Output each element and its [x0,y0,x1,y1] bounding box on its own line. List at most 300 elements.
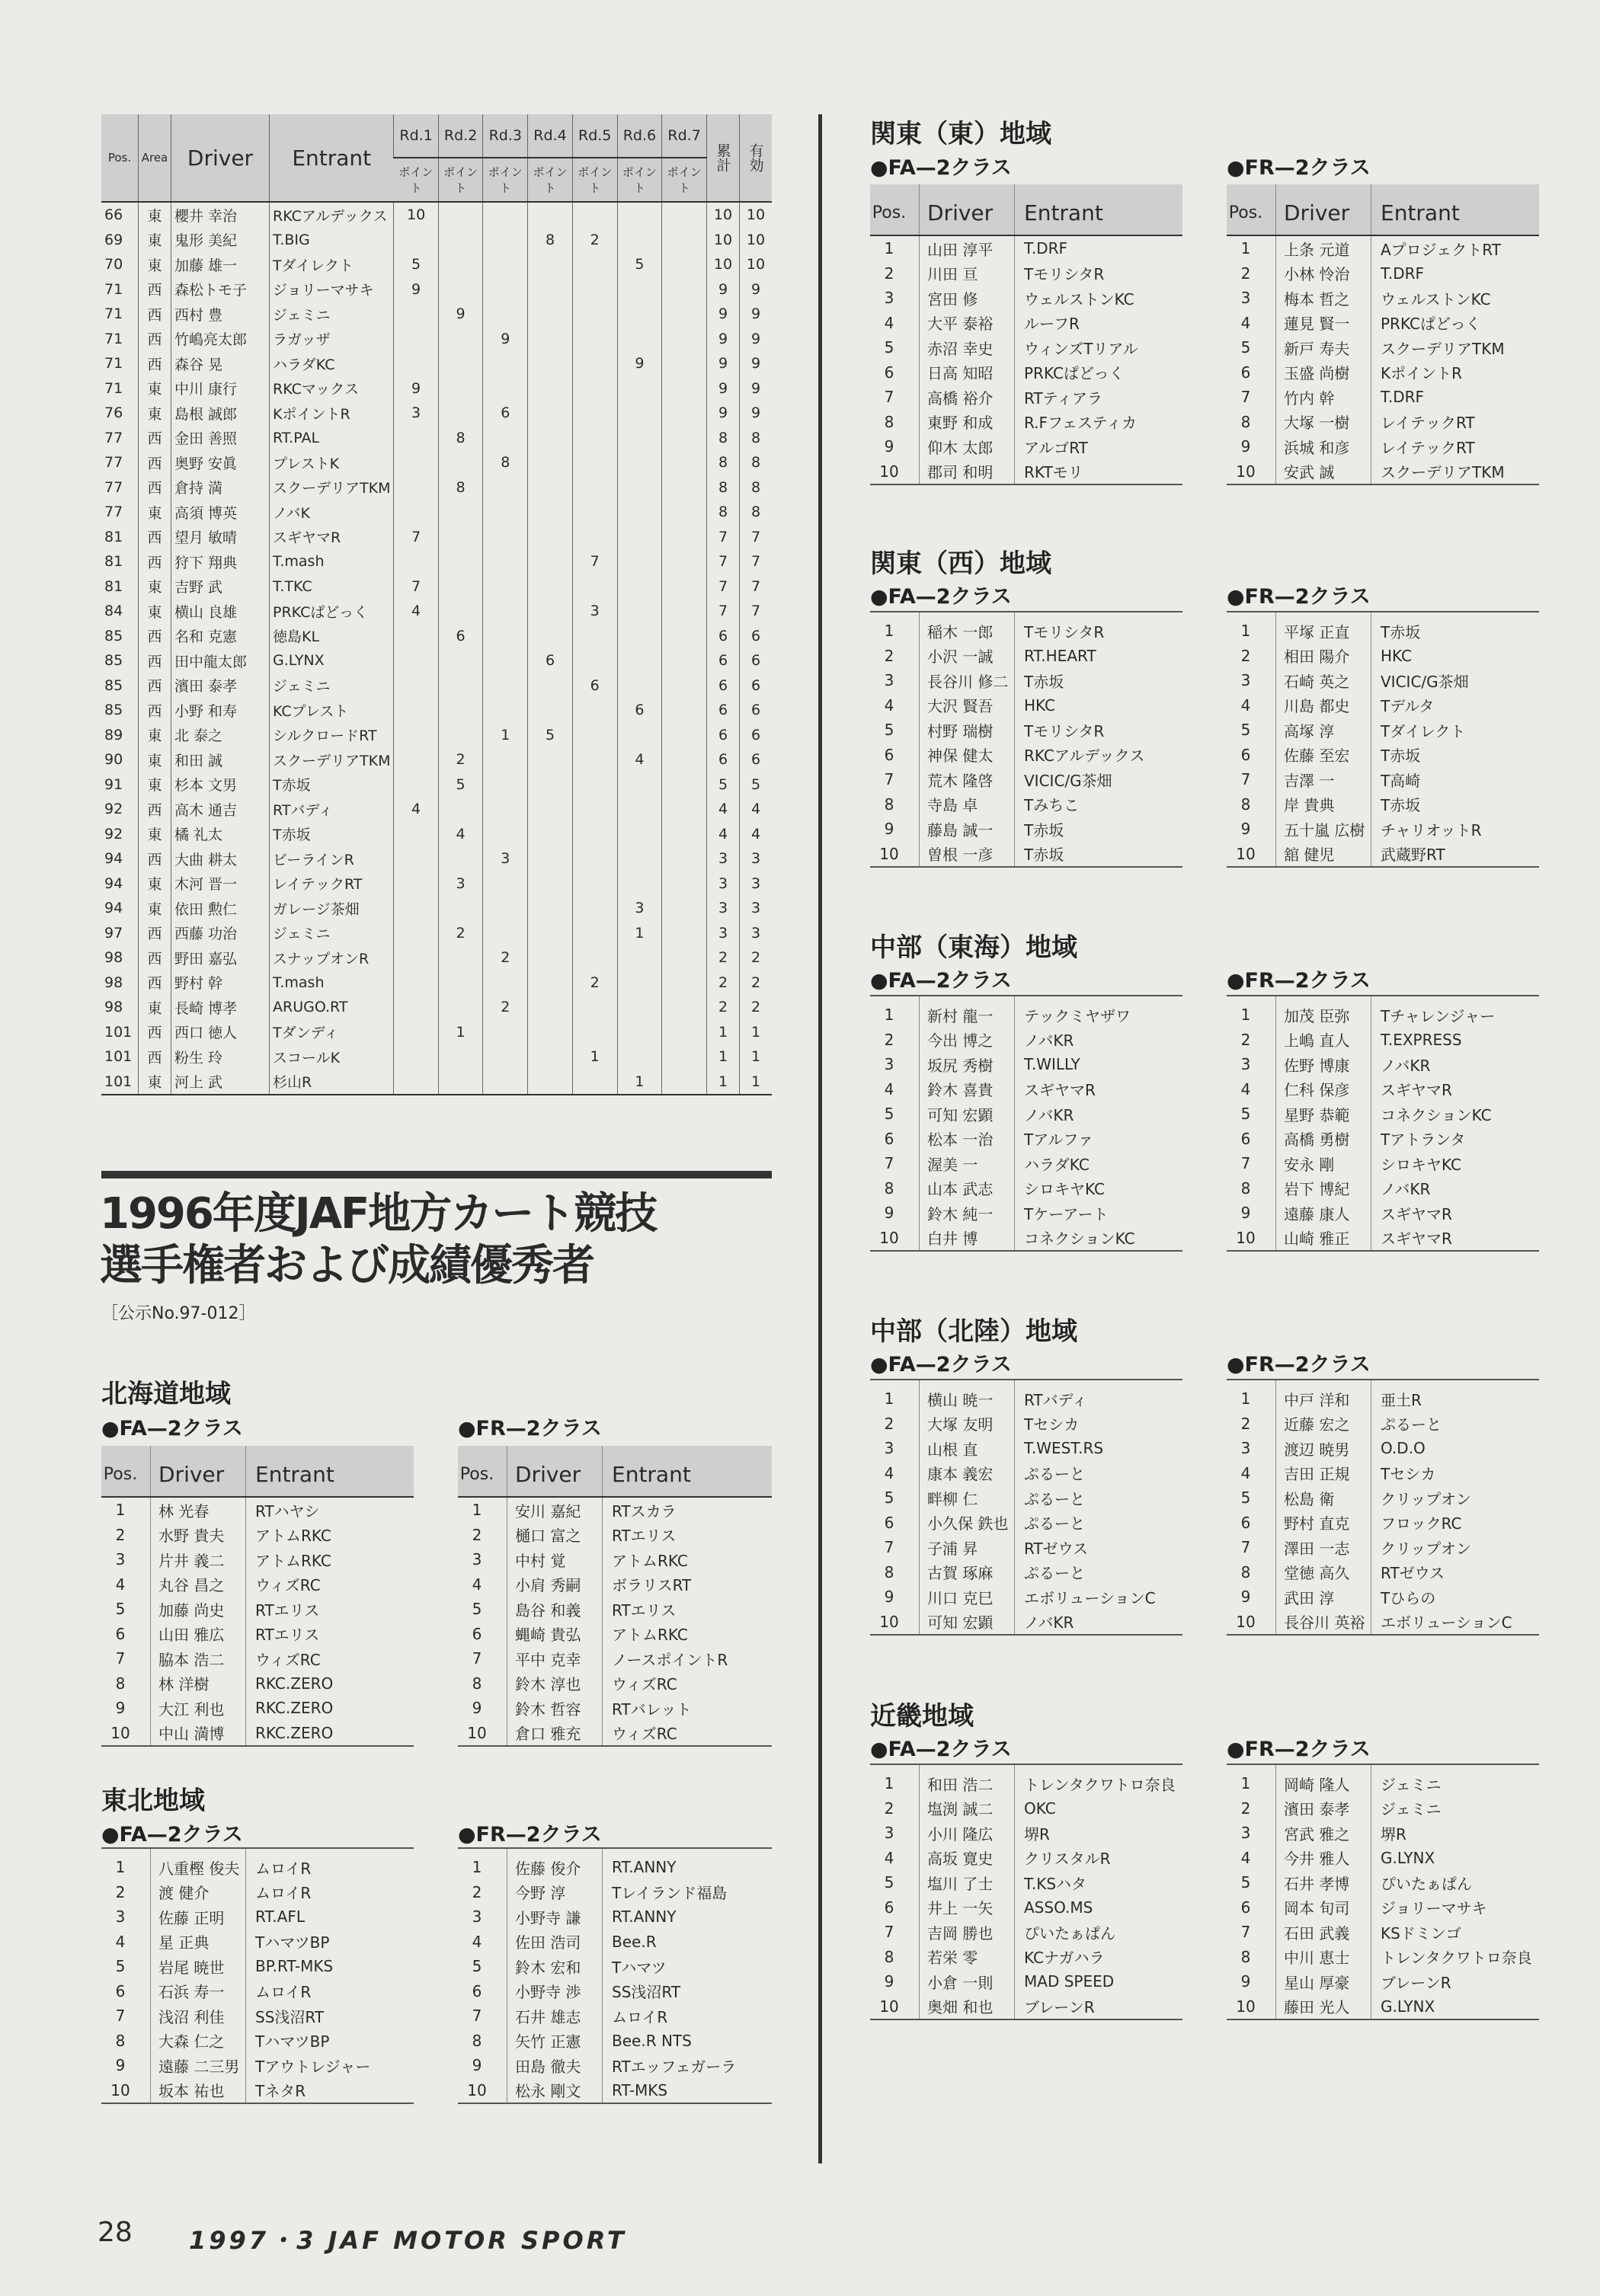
cell-rd5 [572,277,617,302]
col-rd3: Rd.3 [483,114,528,158]
position: 7 [1240,1923,1251,1942]
cell-pos: 90 [104,751,123,769]
entrant-name: Tセシカ [1371,1461,1540,1486]
entrant-name: Tみちこ [1015,792,1183,817]
cell-rd7 [662,302,707,327]
cell-driver: 名和 克憲 [171,624,270,649]
cell-valid: 1 [740,1070,773,1095]
cell-area: 西 [139,624,171,649]
cell-pos: 69 [104,231,123,248]
col-points-label: ポイント [483,158,528,202]
position: 10 [458,1721,507,1747]
driver-name: 中戸 洋和 [1276,1380,1371,1412]
driver-name: 新戸 寿夫 [1276,335,1371,360]
cell-rd7 [662,376,707,401]
cell-rd5 [572,896,617,921]
position: 9 [884,437,894,456]
entrant-name: BP.RT-MKS [246,1954,414,1979]
cell-area: 東 [139,500,171,525]
entrant-name: OKC [1015,1796,1183,1821]
hokkaido-fr2-label: ●FR—2クラス [458,1417,602,1441]
cell-total: 1 [707,1044,740,1070]
table-row [1227,1151,1539,1176]
entrant-name: コネクションKC [1015,1226,1183,1252]
cell-rd2 [438,252,483,277]
cell-total: 7 [707,599,740,624]
cell-area: 東 [139,574,171,600]
table-row [1227,1511,1539,1536]
table-row [1227,767,1539,792]
position: 2 [1240,264,1251,283]
driver-name: 玉盛 尚樹 [1276,360,1371,385]
cell-valid: 2 [740,995,773,1020]
cell-rd5 [572,500,617,525]
cell-rd4 [528,797,573,822]
cell-driver: 高須 博英 [171,500,270,525]
cell-entrant: スクーデリアTKM [270,475,394,500]
entrant-name: ノバKR [1015,1102,1183,1127]
table-row [101,401,772,426]
cell-area: 西 [139,426,171,451]
table-row [101,549,772,574]
position: 10 [1227,1226,1276,1252]
chubu-hokuriku-fa2-table [870,1379,1182,1636]
cell-pos: 91 [104,775,123,793]
cell-total: 7 [707,549,740,574]
table-row [101,228,772,253]
cell-rd4 [528,475,573,500]
table-row [870,1994,1182,2020]
entrant-name: スクーデリアTKM [1371,335,1540,360]
table-row [101,772,772,798]
cell-total: 3 [707,921,740,946]
region-chubu-hokuriku: 中部（北陸）地域 [870,1316,1077,1347]
col-entrant: Entrant [603,1446,773,1497]
cell-rd4 [528,1020,573,1045]
cell-rd4 [528,376,573,401]
region-hokkaido: 北海道地域 [101,1379,231,1409]
entrant-name: Tアウトレジャー [246,2053,414,2078]
table-row [458,1954,772,1979]
col-points-label: ポイント [662,158,707,202]
position: 5 [1240,338,1251,357]
table-row [1227,1945,1539,1970]
entrant-name: Bee.R NTS [603,2029,773,2054]
cell-total: 5 [707,772,740,798]
cell-rd4 [528,450,573,475]
table-row [101,1646,414,1671]
region-tohoku: 東北地域 [101,1786,205,1816]
cell-valid: 4 [740,822,773,847]
cell-rd6 [617,574,662,600]
entrant-name: KSドミンゴ [1371,1920,1540,1945]
cell-rd3 [483,747,528,772]
cell-total: 9 [707,327,740,352]
cell-rd6 [617,822,662,847]
cell-total: 8 [707,500,740,525]
cell-rd1 [394,450,438,475]
table-row [870,1077,1182,1102]
cell-rd6 [617,426,662,451]
region-kanto-east: 関東（東）地域 [870,119,1051,149]
entrant-name: ウェルストンKC [1015,286,1183,311]
driver-name: 藤島 誠一 [920,817,1015,842]
position: 6 [1240,745,1251,764]
driver-name: 丸谷 昌之 [151,1572,246,1597]
cell-rd4 [528,599,573,624]
entrant-name: SS浅沼RT [603,1979,773,2004]
entrant-name: Tチャレンジャー [1371,996,1540,1028]
driver-name: 藤田 光人 [1276,1994,1371,2020]
position: 6 [884,363,894,382]
entrant-name: PRKCぱどっく [1015,360,1183,385]
position: 7 [884,388,894,407]
table-row [101,2078,414,2104]
table-row [1227,1127,1539,1152]
cell-rd7 [662,351,707,376]
position: 8 [884,412,894,431]
position: 6 [884,1513,894,1532]
cell-valid: 4 [740,797,773,822]
cell-driver: 高木 通吉 [171,797,270,822]
cell-valid: 8 [740,475,773,500]
cell-rd7 [662,500,707,525]
driver-name: 矢竹 正憲 [507,2029,603,2054]
cell-entrant: ノバK [270,500,394,525]
cell-rd1 [394,772,438,798]
table-row [870,1028,1182,1053]
position: 7 [115,1649,126,1668]
cell-rd7 [662,871,707,897]
driver-name: 井上 一矢 [920,1895,1015,1920]
entrant-name: T赤坂 [1371,743,1540,768]
table-row [1227,1846,1539,1871]
cell-rd7 [662,252,707,277]
cell-total: 1 [707,1070,740,1095]
cell-area: 東 [139,747,171,772]
table-row [101,846,772,871]
region-kinki: 近畿地域 [870,1701,974,1732]
position: 3 [472,1550,482,1569]
cell-rd4 [528,549,573,574]
cell-rd4 [528,971,573,996]
cell-total: 6 [707,698,740,723]
cell-rd1 [394,500,438,525]
driver-name: 若栄 零 [920,1945,1015,1970]
cell-entrant: スコールK [270,1044,394,1070]
table-row [101,277,772,302]
table-row [458,1622,772,1647]
cell-rd6: 1 [617,921,662,946]
cell-pos: 77 [104,429,123,446]
cell-rd6 [617,277,662,302]
cell-rd7 [662,475,707,500]
cell-driver: 濱田 泰孝 [171,673,270,699]
cell-pos: 81 [104,577,123,595]
position: 6 [115,1981,126,2000]
table-row [101,1020,772,1045]
cell-valid: 1 [740,1020,773,1045]
driver-name: 平中 克幸 [507,1646,603,1671]
table-row [870,360,1182,385]
cell-rd3 [483,698,528,723]
driver-name: 新村 龍一 [920,996,1015,1028]
cell-valid: 3 [740,896,773,921]
driver-name: 浅沼 利佳 [151,2003,246,2029]
col-entrant: Entrant [246,1446,414,1497]
col-points-label: ポイント [438,158,483,202]
position: 6 [472,1981,482,2000]
entrant-name: ノースポイントR [603,1646,773,1671]
cell-rd1 [394,698,438,723]
cell-valid: 6 [740,648,773,673]
table-row [101,1721,414,1747]
driver-name: 大森 仁之 [151,2029,246,2054]
cell-rd4 [528,995,573,1020]
cell-area: 西 [139,475,171,500]
cell-driver: 中川 康行 [171,376,270,401]
cell-valid: 10 [740,202,773,228]
cell-rd5 [572,401,617,426]
cell-rd3: 3 [483,846,528,871]
entrant-name: T.DRF [1015,235,1183,261]
cell-rd1 [394,995,438,1020]
cell-driver: 鬼形 美紀 [171,228,270,253]
cell-rd6 [617,1020,662,1045]
entrant-name: スギヤマR [1015,1077,1183,1102]
entrant-name: アトムRKC [246,1523,414,1548]
cell-rd1: 3 [394,401,438,426]
table-row [1227,1176,1539,1201]
position: 4 [1240,1463,1251,1482]
cell-pos: 98 [104,999,123,1016]
table-row [870,1895,1182,1920]
position: 5 [1240,1105,1251,1124]
table-row [101,624,772,649]
position: 3 [1240,289,1251,308]
table-row [1227,996,1539,1028]
cell-entrant: スギヤマR [270,525,394,550]
cell-entrant: ジェミニ [270,302,394,327]
cell-pos: 97 [104,924,123,942]
cell-rd7 [662,1044,707,1070]
cell-rd4: 8 [528,228,573,253]
table-row [101,475,772,500]
cell-driver: 島根 誠郎 [171,401,270,426]
cell-valid: 3 [740,921,773,946]
cell-area: 西 [139,846,171,871]
cell-entrant: RTバディ [270,797,394,822]
position: 10 [1227,459,1276,485]
driver-name: 小久保 鉄也 [920,1511,1015,1536]
cell-rd1 [394,426,438,451]
cell-rd6 [617,846,662,871]
driver-name: 長谷川 英裕 [1276,1610,1371,1636]
cell-rd2: 6 [438,624,483,649]
entrant-name: RT.AFL [246,1904,414,1930]
position: 4 [884,1848,894,1867]
table-row [870,1485,1182,1511]
cell-rd3 [483,624,528,649]
cell-pos: 85 [104,627,123,644]
cell-rd5 [572,351,617,376]
position: 1 [1240,1774,1251,1793]
table-row [101,822,772,847]
driver-name: 平塚 正直 [1276,612,1371,644]
cell-rd5 [572,1020,617,1045]
driver-name: 小倉 一則 [920,1969,1015,1994]
position: 1 [1240,239,1251,258]
cell-rd3 [483,549,528,574]
cell-rd7 [662,277,707,302]
driver-name: 水野 貴夫 [151,1523,246,1548]
cell-rd4 [528,525,573,550]
position: 4 [884,696,894,715]
cell-valid: 6 [740,624,773,649]
cell-driver: 奥野 安眞 [171,450,270,475]
position: 4 [115,1575,126,1594]
entrant-name: TモリシタR [1015,718,1183,743]
position: 9 [884,820,894,839]
entrant-name: T赤坂 [1371,792,1540,817]
col-driver: Driver [171,114,270,202]
table-row [1227,1461,1539,1486]
driver-name: 中山 満博 [151,1721,246,1747]
col-entrant: Entrant [1015,184,1183,235]
cell-rd7 [662,698,707,723]
table-row [1227,743,1539,768]
table-row [1227,1201,1539,1226]
chubu-tokai-fr2-label: ●FR—2クラス [1227,969,1371,993]
cell-rd3: 1 [483,723,528,748]
cell-rd3 [483,797,528,822]
table-row [101,1070,772,1095]
cell-total: 9 [707,277,740,302]
cell-rd4 [528,673,573,699]
cell-valid: 6 [740,673,773,699]
cell-area: 東 [139,228,171,253]
table-row [870,1920,1182,1945]
driver-name: 大平 泰裕 [920,311,1015,336]
cell-rd2 [438,574,483,600]
position: 2 [1240,1799,1251,1818]
cell-rd3 [483,277,528,302]
position: 3 [1240,1824,1251,1843]
table-row [458,1597,772,1622]
cell-driver: 和田 誠 [171,747,270,772]
driver-name: 大沢 賢吾 [920,693,1015,718]
cell-total: 10 [707,252,740,277]
entrant-name: RTエリス [603,1523,773,1548]
driver-name: 安永 剛 [1276,1151,1371,1176]
driver-name: 坂尻 秀樹 [920,1052,1015,1077]
cell-rd1 [394,1020,438,1045]
driver-name: 竹内 幹 [1276,385,1371,410]
table-row [1227,842,1539,868]
cell-rd1: 4 [394,797,438,822]
position: 2 [884,1799,894,1818]
region-chubu-tokai: 中部（東海）地域 [870,932,1077,963]
cell-rd2 [438,648,483,673]
cell-entrant: 徳島KL [270,624,394,649]
col-driver: Driver [151,1446,246,1497]
table-row [1227,1436,1539,1461]
cell-rd7 [662,971,707,996]
table-row [101,648,772,673]
table-row [458,1696,772,1721]
position: 4 [1240,696,1251,715]
position: 9 [472,1699,482,1718]
cell-rd1 [394,673,438,699]
driver-name: 神保 健太 [920,743,1015,768]
position: 10 [870,459,920,485]
position: 4 [115,1932,126,1951]
cell-driver: 橘 礼太 [171,822,270,847]
driver-name: 舘 健児 [1276,842,1371,868]
table-row [870,1102,1182,1127]
entrant-name: R.Fフェスティカ [1015,410,1183,435]
col-driver: Driver [920,184,1015,235]
cell-rd3 [483,971,528,996]
cell-driver: 狩下 翔典 [171,549,270,574]
cell-rd2: 8 [438,426,483,451]
entrant-name: ムロイR [603,2003,773,2029]
driver-name: 星山 厚豪 [1276,1969,1371,1994]
position: 8 [1240,795,1251,814]
chubu-tokai-fr2-table [1227,995,1539,1252]
cell-entrant: プレストK [270,450,394,475]
entrant-name: コネクションKC [1371,1102,1540,1127]
cell-pos: 81 [104,553,123,571]
cell-valid: 6 [740,698,773,723]
entrant-name: RTバディ [1015,1380,1183,1412]
cell-rd7 [662,426,707,451]
table-row [458,1547,772,1572]
driver-name: 松本 一治 [920,1127,1015,1152]
cell-rd2 [438,896,483,921]
cell-rd1 [394,351,438,376]
entrant-name: TハマツBP [246,1930,414,1955]
cell-total: 3 [707,846,740,871]
cell-rd6 [617,475,662,500]
col-points-label: ポイント [617,158,662,202]
cell-pos: 71 [104,379,123,397]
cell-total: 3 [707,896,740,921]
entrant-name: ノバKR [1015,1610,1183,1636]
position: 6 [1240,1129,1251,1148]
position: 4 [884,1079,894,1098]
entrant-name: VICIC/G茶畑 [1371,668,1540,693]
position: 10 [870,1226,920,1252]
cell-entrant: RKCアルデックス [270,202,394,228]
cell-driver: 野田 嘉弘 [171,945,270,971]
cell-rd3 [483,351,528,376]
entrant-name: エボリューションC [1371,1610,1540,1636]
cell-rd5 [572,1070,617,1095]
entrant-name: G.LYNX [1371,1994,1540,2020]
driver-name: 川口 克巳 [920,1584,1015,1610]
driver-name: 安武 誠 [1276,459,1371,485]
cell-rd6 [617,525,662,550]
cell-entrant: T.BIG [270,228,394,253]
table-row [870,311,1182,336]
driver-name: 石崎 英之 [1276,668,1371,693]
entrant-name: VICIC/G茶畑 [1015,767,1183,792]
driver-name: 畔柳 仁 [920,1485,1015,1511]
cell-entrant: RT.PAL [270,426,394,451]
table-row [1227,1895,1539,1920]
driver-name: 上条 元道 [1276,235,1371,261]
